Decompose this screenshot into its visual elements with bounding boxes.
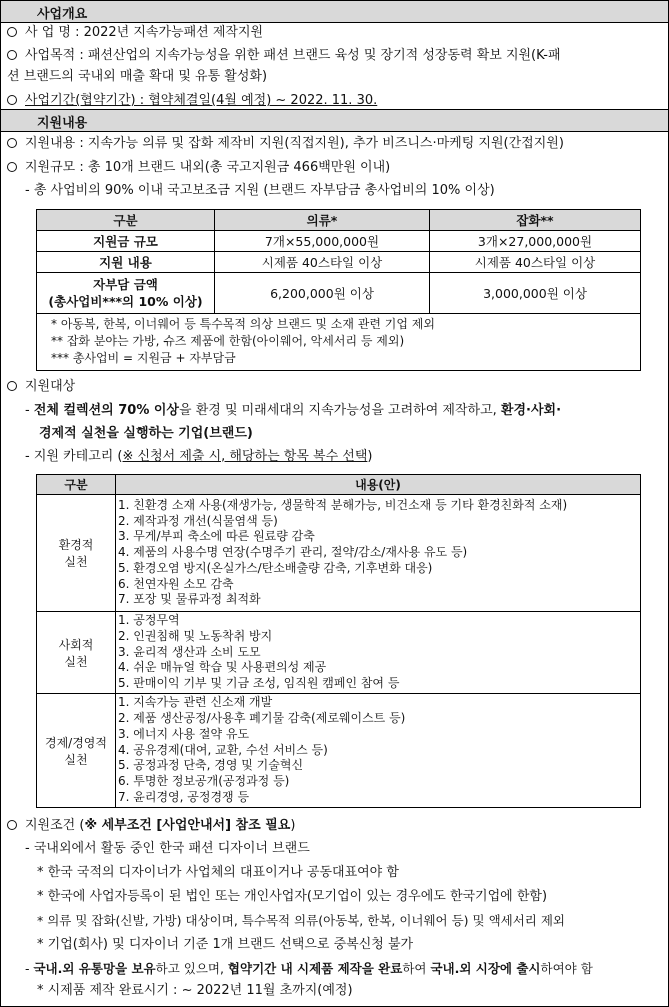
- list-item: 2. 제품 생산공정/사용후 폐기물 감축(제로웨이스트 등): [118, 711, 406, 725]
- table-row: 경제/경영적 실천 1. 지속가능 관련 신소재 개발 2. 제품 생산공정/사용후 폐기물 감축(제로웨이스트 등) 3. 에너지 사용 절약 유도 4. 공유경제(대여, 교환, 수선 서비스 등) 5. 공정과정 단축, 경영 및 기술혁신 6. 투명한 정보공개(공정과정 등) 7. 윤리경영, 공정경쟁 등: [37, 694, 641, 808]
- support-scale-sub: - 총 사업비의 90% 이내 국고보조금 지원 (브랜드 자부담금 총사업비의 10% 이상): [25, 183, 495, 198]
- list-item: 7. 윤리경영, 공정경쟁 등: [118, 789, 250, 804]
- circle-bullet-icon: [7, 95, 17, 105]
- circle-bullet-icon: [7, 138, 17, 148]
- condition-item: * 한국 국적의 디자이너가 사업체의 대표이거나 공동대표여야 함: [37, 865, 399, 880]
- support-amount-table: [36, 209, 641, 371]
- circle-bullet-icon: [7, 27, 17, 37]
- category-table: [36, 474, 641, 808]
- list-item: 5. 환경오염 방지(온실가스/탄소배출량 감축, 기후변화 대응): [118, 560, 433, 575]
- overview-header: 사업개요: [1, 1, 668, 23]
- condition-item: * 한국에 사업자등록이 된 법인 또는 개인사업자(모기업이 있는 경우에도 한국기업에 한함): [37, 889, 548, 904]
- list-item: 3. 에너지 사용 절약 유도: [118, 726, 250, 741]
- list-item: 4. 쉬운 매뉴얼 학습 및 사용편의성 제공: [118, 660, 327, 675]
- circle-bullet-icon: [7, 381, 17, 391]
- list-item: 5. 판매이익 기부 및 기금 조성, 임직원 캠페인 참여 등: [118, 676, 400, 691]
- distribution-note: * 시제품 제작 완료시기 : ~ 2022년 11월 초까지(예정): [37, 983, 353, 998]
- project-name-line: 사 업 명 : 2022년 지속가능패션 제작지원: [7, 23, 263, 42]
- table-header: 의류*: [215, 210, 430, 231]
- support-content-line: 지원내용 : 지속가능 의류 및 잡화 제작비 지원(직접지원), 추가 비즈니스·마케팅 지원(간접지원): [7, 134, 564, 153]
- target-title: 지원대상: [7, 377, 75, 396]
- project-purpose-line-2: 션 브랜드의 국내외 매출 확대 및 유통 활성화): [7, 69, 268, 84]
- circle-bullet-icon: [7, 162, 17, 172]
- note-item: *** 총사업비 = 지원금 + 자부담금: [51, 351, 236, 365]
- target-line-1: - 전체 컬렉션의 70% 이상을 환경 및 미래세대의 지속가능성을 고려하여 제작하고, 환경·사회·: [25, 403, 562, 418]
- list-item: 2. 인권침해 및 노동착취 방지: [118, 628, 273, 643]
- list-item: 3. 무게/부피 축소에 따른 원료량 감축: [118, 529, 315, 544]
- list-item: 4. 제품의 사용수명 연장(수명주기 관리, 절약/감소/재사용 유도 등): [118, 545, 468, 560]
- condition-item: * 의류 및 잡화(신발, 가방) 대상이며, 특수목적 의류(아동복, 한복, 이너웨어 등) 및 액세서리 제외: [37, 913, 566, 928]
- condition-item: * 기업(회사) 및 디자이너 기준 1개 브랜드 선택으로 중복신청 불가: [37, 937, 414, 952]
- project-purpose-line: 사업목적 : 패션산업의 지속가능성을 위한 패션 브랜드 육성 및 장기적 성장동력 확보 지원(K-패: [7, 46, 561, 65]
- list-item: 6. 투명한 정보공개(공정과정 등): [118, 774, 290, 789]
- distribution-line: - 국내.외 유통망을 보유하고 있으며, 협약기간 내 시제품 제작을 완료하여 국내.외 시장에 출시하여야 함: [25, 961, 593, 976]
- table-row: 환경적 실천 1. 친환경 소재 사용(재생가능, 생물학적 분해가능, 비건소재 등 기타 환경친화적 소재) 2. 제작과정 개선(식물염색 등) 3. 무게/부피 축소에 따른 원료량 감축 4. 제품의 사용수명 연장(수명주기 관리, 절약/감소/재사용 유도 등) 5. 환경오염 방지(온실가스/탄소배출량 감축, 기후변화 대응) 6. 천연자원 소모 감축 7. 포장 및 물류과정 최적화: [37, 495, 641, 612]
- table-row: 사회적 실천 1. 공정무역 2. 인권침해 및 노동착취 방지 3. 윤리적 생산과 소비 도모 4. 쉬운 매뉴얼 학습 및 사용편의성 제공 5. 판매이익 기부 및 기금 조성, 임직원 캠페인 참여 등: [37, 612, 641, 694]
- support-scale-line: 지원규모 : 총 10개 브랜드 내외(총 국고지원금 466백만원 이내): [7, 158, 390, 177]
- table-header: 내용(안): [116, 475, 641, 495]
- note-item: * 아동복, 한복, 이너웨어 등 특수목적 의상 브랜드 및 소재 관련 기업 제외: [51, 317, 435, 331]
- table-row: 자부담 금액 (총사업비***의 10% 이상) 6,200,000원 이상 3,000,000원 이상: [37, 273, 641, 314]
- note-item: ** 잡화 분야는 가방, 슈즈 제품에 한함(아이웨어, 악세서리 등 제외): [51, 334, 405, 348]
- table-row: 지원 내용 시제품 40스타일 이상 시제품 40스타일 이상: [37, 252, 641, 273]
- table-header: 잡화**: [430, 210, 641, 231]
- list-item: 3. 윤리적 생산과 소비 도모: [118, 644, 261, 659]
- list-item: 6. 천연자원 소모 감축: [118, 576, 234, 591]
- list-item: 5. 공정과정 단축, 경영 및 기술혁신: [118, 758, 304, 773]
- list-item: 4. 공유경제(대여, 교환, 수선 서비스 등): [118, 742, 328, 757]
- list-item: 1. 친환경 소재 사용(재생가능, 생물학적 분해가능, 비건소재 등 기타 환경친화적 소재): [118, 497, 568, 512]
- table-header: 구분: [37, 210, 215, 231]
- target-line-2: 경제적 실천을 실행하는 기업(브랜드): [39, 426, 253, 441]
- condition-sub: - 국내외에서 활동 중인 한국 패션 디자이너 브랜드: [25, 841, 310, 856]
- table-notes: [37, 314, 641, 371]
- project-period-line: 사업기간(협약기간) : 협약체결일(4월 예정) ~ 2022. 11. 30.: [7, 91, 377, 110]
- list-item: 7. 포장 및 물류과정 최적화: [118, 592, 261, 607]
- support-header: 지원내용: [1, 109, 668, 132]
- table-row: 지원금 규모 7개×55,000,000원 3개×27,000,000원: [37, 231, 641, 252]
- circle-bullet-icon: [7, 50, 17, 60]
- list-item: 1. 지속가능 관련 신소재 개발: [118, 695, 273, 710]
- condition-title: 지원조건 (※ 세부조건 [사업안내서] 참조 필요): [7, 816, 295, 835]
- category-line: - 지원 카테고리 (※ 신청서 제출 시, 해당하는 항목 복수 선택): [25, 449, 373, 464]
- list-item: 2. 제작과정 개선(식물염색 등): [118, 513, 278, 528]
- list-item: 1. 공정무역: [118, 613, 180, 627]
- circle-bullet-icon: [7, 820, 17, 830]
- table-header: 구분: [37, 475, 116, 495]
